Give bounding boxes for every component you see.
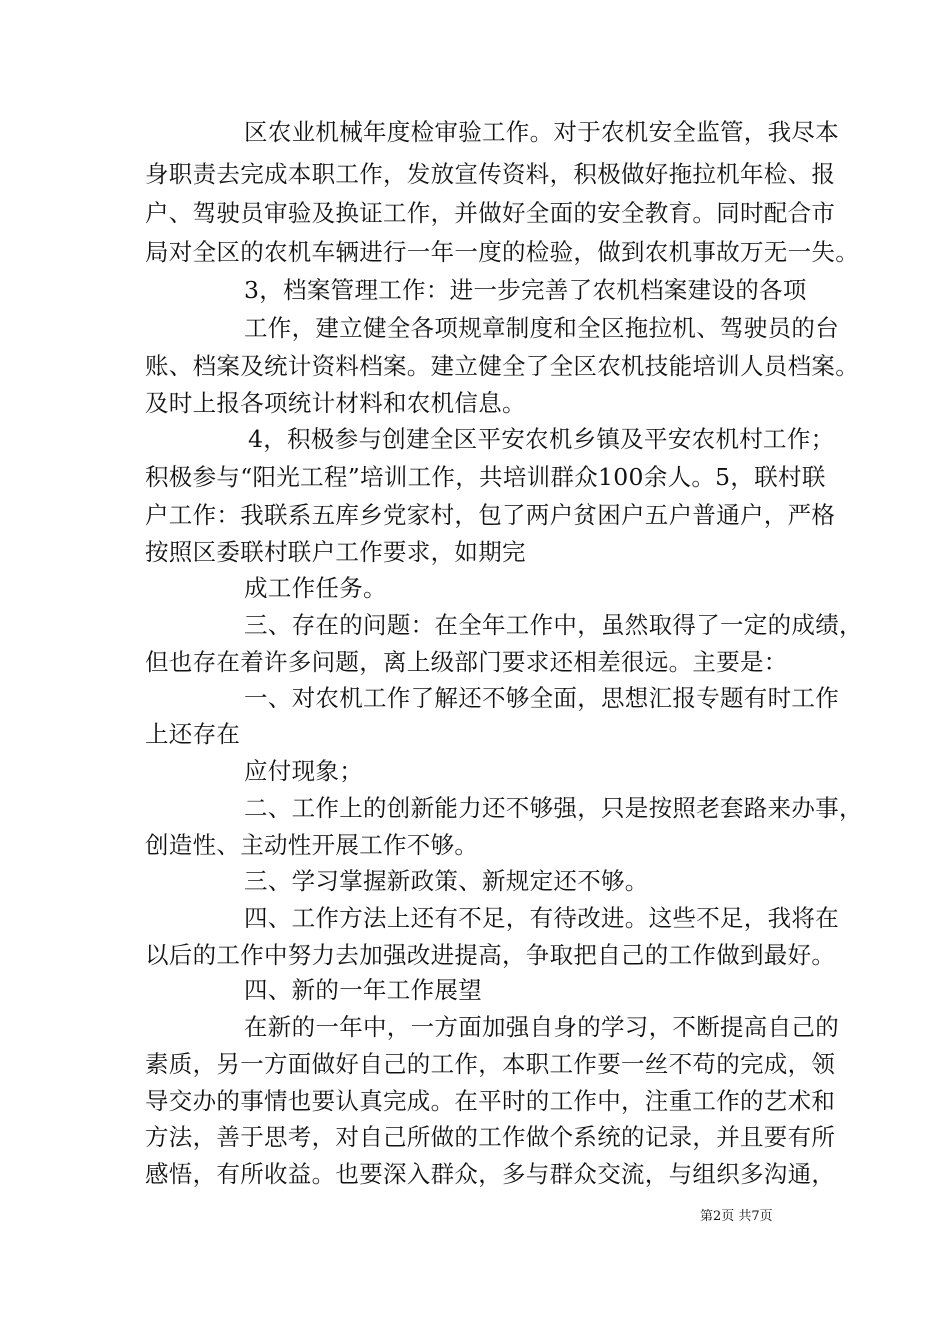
page-number: 第2页 共7页 bbox=[700, 1209, 773, 1224]
text-line: 成工作任务。 bbox=[244, 574, 387, 602]
text-line: 户工作：我联系五库乡党家村，包了两户贫困户五户普通户，严格 bbox=[145, 501, 836, 529]
text-line: 但也存在着许多问题，离上级部门要求还相差很远。主要是： bbox=[145, 648, 788, 676]
text-line: 身职责去完成本职工作，发放宣传资料，积极做好拖拉机年检、报 bbox=[145, 160, 836, 188]
text-line: 按照区委联村联户工作要求，如期完 bbox=[145, 538, 526, 566]
text-line: 感悟，有所收益。也要深入群众，多与群众交流，与组织多沟通， bbox=[145, 1160, 836, 1188]
text-line: 三、学习掌握新政策、新规定还不够。 bbox=[244, 867, 649, 895]
text-line: 4，积极参与创建全区平安农机乡镇及平安农机村工作； bbox=[248, 425, 835, 453]
text-line: 三、存在的问题：在全年工作中，虽然取得了一定的成绩， bbox=[244, 611, 863, 639]
text-line: 二、工作上的创新能力还不够强，只是按照老套路来办事， bbox=[244, 794, 863, 822]
text-line: 在新的一年中，一方面加强自身的学习，不断提高自己的 bbox=[244, 1013, 839, 1041]
text-line: 导交办的事情也要认真完成。在平时的工作中，注重工作的艺术和 bbox=[145, 1087, 836, 1115]
text-line: 以后的工作中努力去加强改进提高，争取把自己的工作做到最好。 bbox=[145, 941, 836, 969]
text-line: 应付现象； bbox=[244, 757, 363, 785]
text-line: 素质，另一方面做好自己的工作，本职工作要一丝不苟的完成，领 bbox=[145, 1050, 836, 1078]
text-line: 上还存在 bbox=[145, 720, 241, 748]
text-line: 区农业机械年度检审验工作。对于农机安全监管，我尽本 bbox=[244, 118, 839, 146]
text-line: 局对全区的农机车辆进行一年一度的检验，做到农机事故万无一失。 bbox=[145, 238, 859, 266]
text-line: 及时上报各项统计材料和农机信息。 bbox=[145, 389, 526, 417]
text-line: 一、对农机工作了解还不够全面，思想汇报专题有时工作 bbox=[244, 684, 839, 712]
text-line: 创造性、主动性开展工作不够。 bbox=[145, 831, 479, 859]
text-line: 四、工作方法上还有不足，有待改进。这些不足，我将在 bbox=[244, 904, 839, 932]
text-line: 积极参与“阳光工程”培训工作，共培训群众100余人。5，联村联 bbox=[145, 463, 826, 491]
text-line: 账、档案及统计资料档案。建立健全了全区农机技能培训人员档案。 bbox=[145, 352, 859, 380]
text-line: 工作，建立健全各项规章制度和全区拖拉机、驾驶员的台 bbox=[244, 314, 839, 342]
text-line: 户、驾驶员审验及换证工作，并做好全面的安全教育。同时配合市 bbox=[145, 199, 836, 227]
text-line: 四、新的一年工作展望 bbox=[244, 976, 482, 1004]
text-line: 方法，善于思考，对自己所做的工作做个系统的记录，并且要有所 bbox=[145, 1123, 836, 1151]
text-line: 3，档案管理工作：进一步完善了农机档案建设的各项 bbox=[244, 276, 807, 304]
